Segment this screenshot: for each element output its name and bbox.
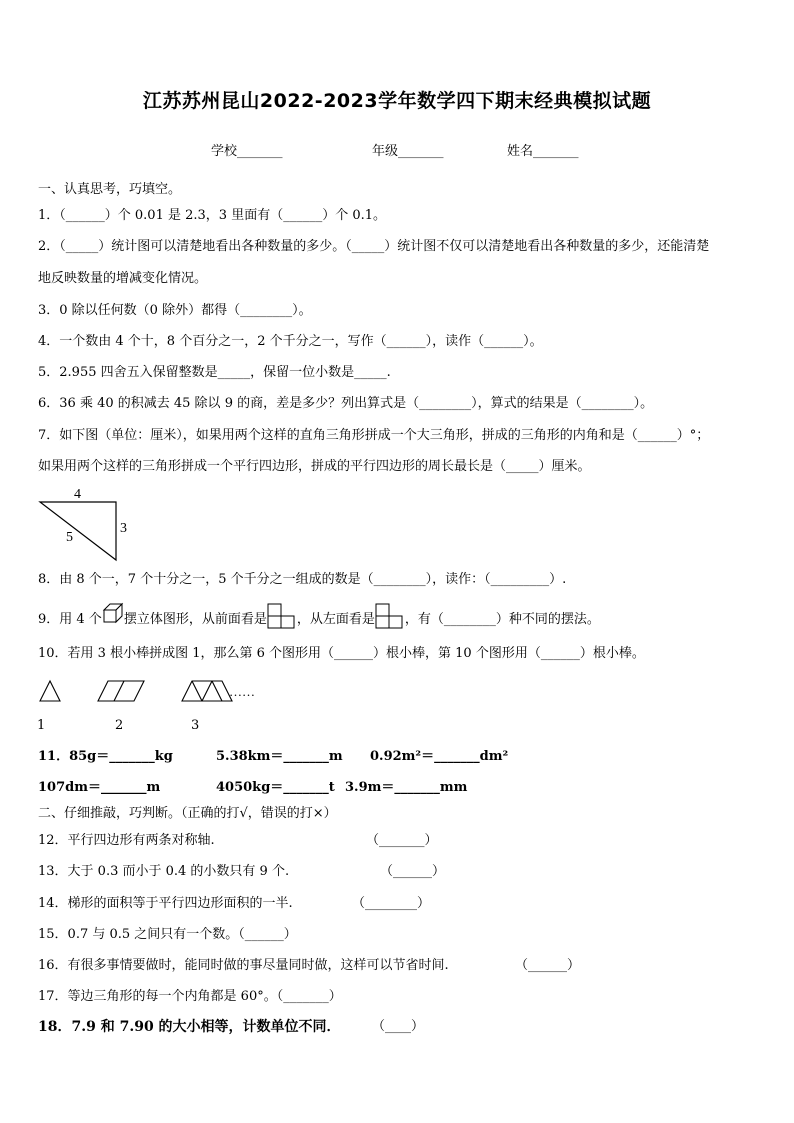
question-16-blank: （______） — [515, 958, 581, 973]
page-title: 江苏苏州昆山2022-2023学年数学四下期末经典模拟试题 — [142, 90, 652, 112]
section-1-heading: 一、认真思考，巧填空。 — [38, 182, 182, 197]
question-2-line-1: 2．（_____）统计图可以清楚地看出各种数量的多少。（_____）统计图不仅可以清楚地看出各种数量的多少，还能清楚 — [38, 239, 710, 254]
question-14: 14．梯形的面积等于平行四边形面积的一半. — [38, 896, 293, 911]
question-11-f: 3.9m＝_______mm — [345, 780, 468, 795]
cube-icon — [102, 608, 124, 626]
question-11-e: 4050kg＝_______t — [216, 780, 335, 795]
question-11-a: 11．85g＝_______kg — [38, 749, 173, 764]
question-2-line-2: 地反映数量的增减变化情况。 — [38, 271, 208, 286]
grade-field: 年级_______ — [372, 144, 444, 159]
question-3: 3．0 除以任何数（0 除外）都得（________）。 — [38, 303, 312, 318]
question-1: 1．（______）个 0.01 是 2.3，3 里面有（______）个 0.1。 — [38, 208, 386, 223]
figure-label-2: 2 — [115, 718, 124, 733]
section-2-heading: 二、仔细推敲，巧判断。（正确的打√，错误的打×） — [38, 806, 337, 821]
question-13-blank: （______） — [380, 864, 446, 879]
left-view-icon — [375, 608, 405, 626]
stick-figures — [36, 676, 276, 706]
question-9-part-3: ，从左面看是 — [296, 612, 375, 627]
question-11-c: 0.92m²＝_______dm² — [370, 749, 509, 764]
question-10: 10．若用 3 根小棒拼成图 1，那么第 6 个图形用（______）根小棒，第 10 个图形用（______）根小棒。 — [38, 646, 645, 661]
question-11-d: 107dm＝_______m — [38, 780, 161, 795]
question-9 — [38, 608, 768, 629]
question-15: 15．0.7 与 0.5 之间只有一个数。（______） — [38, 927, 297, 942]
figure-label-3: 3 — [191, 718, 200, 733]
question-9-part-2: 摆立体图形，从前面看是 — [123, 612, 267, 627]
question-7-line-2: 如果用两个这样的三角形拼成一个平行四边形，拼成的平行四边形的周长最长是（_____）厘米。 — [38, 459, 591, 474]
triangle-shape — [40, 502, 116, 560]
question-13: 13．大于 0.3 而小于 0.4 的小数只有 9 个. — [38, 864, 290, 879]
question-11-b: 5.38km＝_______m — [216, 749, 343, 764]
triangle-label-right: 3 — [120, 521, 127, 536]
school-field: 学校_______ — [211, 144, 283, 159]
question-18: 18．7.9 和 7.90 的大小相等，计数单位不同． — [38, 1019, 341, 1035]
question-14-blank: （________） — [352, 896, 431, 911]
figure-2-shape — [98, 681, 144, 701]
question-7-line-1: 7．如下图（单位：厘米），如果用两个这样的直角三角形拼成一个大三角形，拼成的三角形的内角和是（______）°； — [38, 428, 710, 443]
question-9-part-1: 9．用 4 个 — [38, 612, 102, 627]
question-4: 4．一个数由 4 个十，8 个百分之一，2 个千分之一，写作（______），读作（______）。 — [38, 334, 543, 349]
question-12: 12．平行四边形有两条对称轴. — [38, 833, 215, 848]
figure-ellipsis: …… — [229, 684, 255, 699]
front-view-icon — [267, 608, 297, 626]
triangle-label-hyp: 5 — [66, 530, 73, 545]
question-6: 6．36 乘 40 的积减去 45 除以 9 的商，差是多少？列出算式是（________），算式的结果是（________）。 — [38, 396, 654, 411]
figure-1-triangle — [40, 681, 60, 701]
name-field: 姓名_______ — [507, 144, 579, 159]
question-18-blank: （____） — [372, 1019, 425, 1034]
question-8: 8．由 8 个一，7 个十分之一，5 个千分之一组成的数是（________），读作：（_________）. — [38, 572, 567, 587]
question-16: 16．有很多事情要做时，能同时做的事尽量同时做，这样可以节省时间. — [38, 958, 449, 973]
right-triangle-figure — [36, 484, 136, 564]
triangle-label-top: 4 — [74, 487, 81, 502]
question-17: 17．等边三角形的每一个内角都是 60°。（_______） — [38, 989, 342, 1004]
question-12-blank: （_______） — [366, 833, 438, 848]
question-9-part-4: ，有（________）种不同的摆法。 — [404, 612, 600, 627]
figure-label-1: 1 — [37, 718, 46, 733]
question-5: 5．2.955 四舍五入保留整数是_____，保留一位小数是_____. — [38, 365, 391, 380]
